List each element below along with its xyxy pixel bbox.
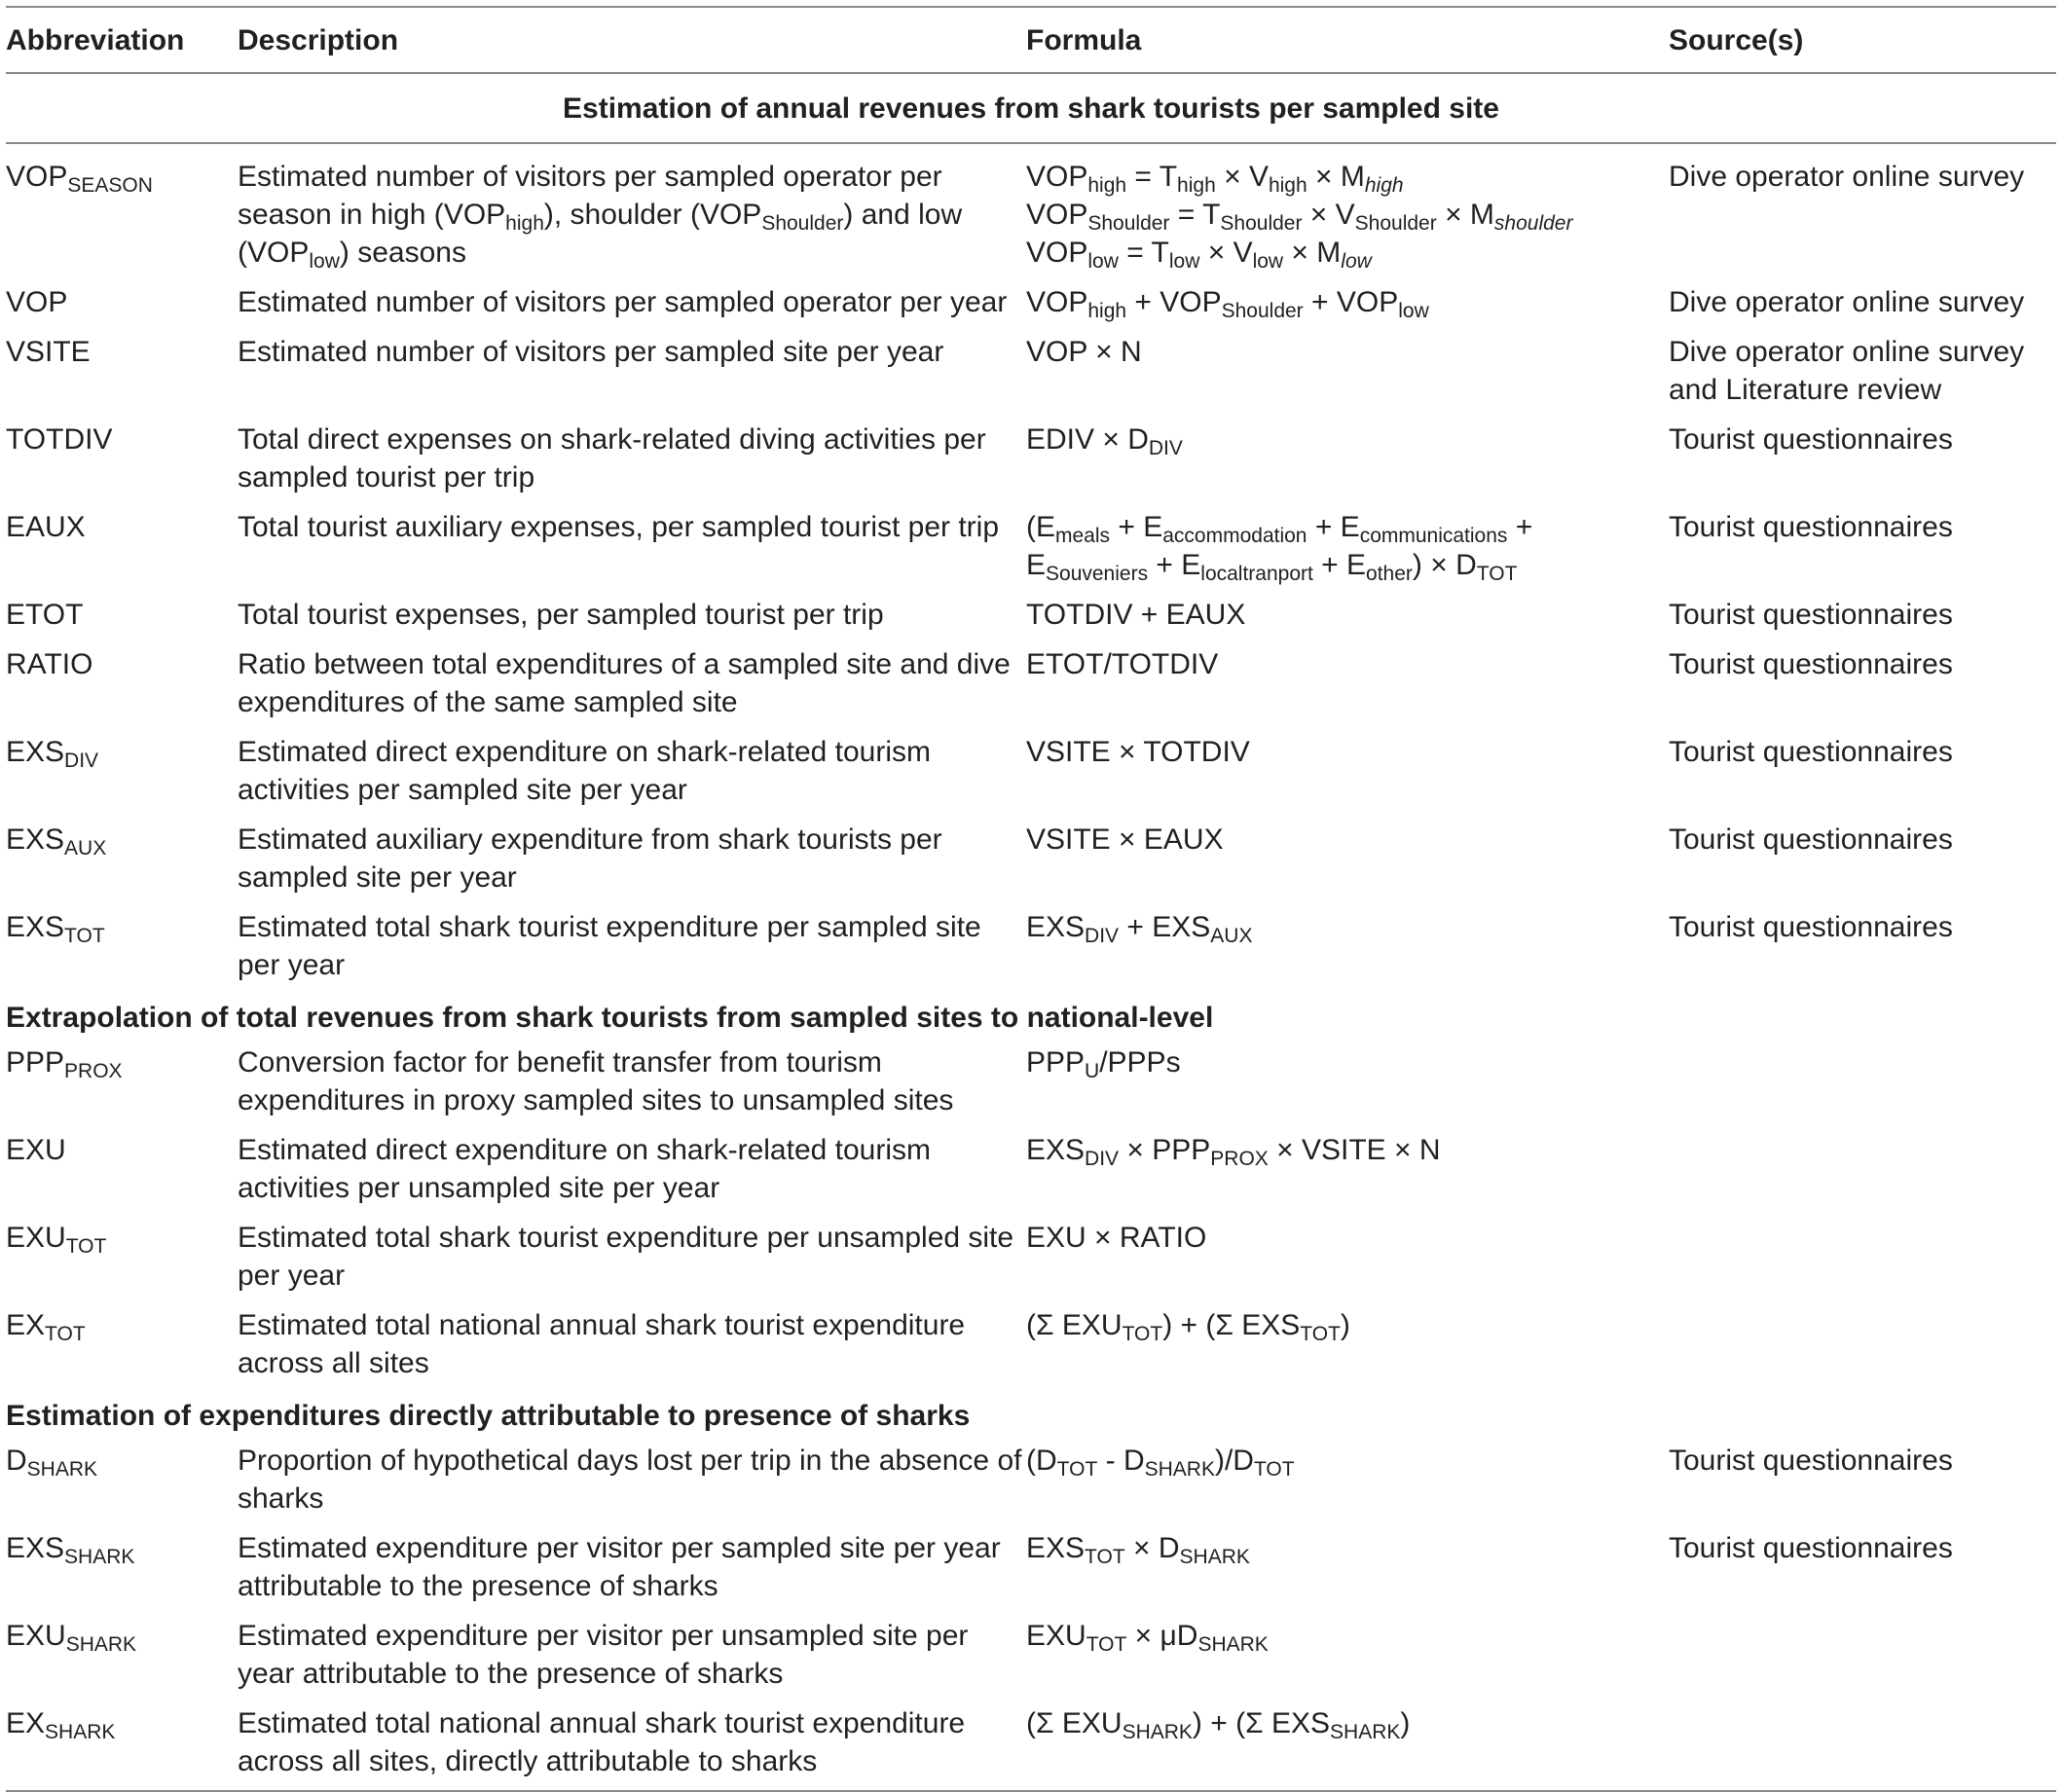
abbreviation-cell: ETOT xyxy=(6,599,84,631)
formula-line: $VOP_{high} = T_{high} \times V_{high} \times M_{high}$ xyxy=(1026,161,1404,197)
description-cell: Estimated direct expenditure on shark-related tourism activities per unsampled site per year xyxy=(238,1134,932,1204)
description-cell: Proportion of hypothetical days lost per trip in the absence of sharks xyxy=(238,1445,1022,1515)
formula-cell xyxy=(1026,728,1669,816)
abbreviation-cell: TOTDIV xyxy=(6,423,113,456)
formula-line: TOTDIV + EAUX xyxy=(1026,599,1246,631)
formula-line: ($E_{meals} + E_{accommodation} + E_{communications}$ + xyxy=(1026,511,1533,547)
description-cell: Estimated auxiliary expenditure from shark tourists per sampled site per year xyxy=(238,823,942,894)
formula-cell xyxy=(1026,1039,1669,1126)
abbreviation-cell: $EXS_{AUX}$ xyxy=(6,823,107,859)
formula-cell xyxy=(1026,1301,1669,1389)
formula-line: $(D_{TOT} - D_{SHARK})/D_{TOT}$ xyxy=(1026,1445,1295,1481)
description-cell: Estimated total shark tourist expenditure per unsampled site per year xyxy=(238,1222,1014,1292)
section-title: Estimation of expenditures directly attributable to presence of sharks xyxy=(6,1400,971,1432)
table-row xyxy=(6,503,2056,591)
abbreviation-cell: $EXS_{TOT}$ xyxy=(6,911,105,947)
source-cell: Tourist questionnaires xyxy=(1669,1532,1953,1564)
source-cell xyxy=(1669,1126,2056,1214)
table-row xyxy=(6,1700,2056,1791)
methods-table xyxy=(6,6,2056,1792)
header-description: Description xyxy=(238,7,1026,73)
description-cell: Conversion factor for benefit transfer from tourism expenditures in proxy sampled sites to unsampled sites xyxy=(238,1046,954,1116)
formula-line: ETOT/TOTDIV xyxy=(1026,648,1219,680)
abbreviation-cell: $EXU_{TOT}$ xyxy=(6,1222,107,1258)
header-sources: Source(s) xyxy=(1669,7,2056,73)
table-header xyxy=(6,7,2056,73)
table-row xyxy=(6,1039,2056,1126)
source-cell: Dive operator online survey xyxy=(1669,161,2025,193)
formula-cell xyxy=(1026,1700,1669,1791)
formula-cell xyxy=(1026,278,1669,328)
table-row xyxy=(6,640,2056,728)
formula-cell xyxy=(1026,1126,1669,1214)
source-cell: Tourist questionnaires xyxy=(1669,736,1953,768)
formula-cell xyxy=(1026,903,1669,991)
section-title: Extrapolation of total revenues from shark tourists from sampled sites to national-level xyxy=(6,1002,1214,1034)
table-row xyxy=(6,1612,2056,1700)
section-heading-row xyxy=(6,73,2056,143)
formula-line: VSITE × EAUX xyxy=(1026,823,1224,856)
table-row xyxy=(6,143,2056,278)
source-cell: Tourist questionnaires xyxy=(1669,823,1953,856)
source-cell xyxy=(1669,1612,2056,1700)
formula-line: VSITE × TOTDIV xyxy=(1026,736,1250,768)
source-cell: Tourist questionnaires xyxy=(1669,911,1953,943)
formula-line: (Σ $EXU_{TOT}) + (\Sigma$ $EXS_{TOT}$) xyxy=(1026,1309,1350,1345)
table-row xyxy=(6,816,2056,903)
description-cell: Estimated number of visitors per sampled operator per year xyxy=(238,286,1008,318)
abbreviation-cell: $PPP_{PROX}$ xyxy=(6,1046,123,1082)
description-cell: Total tourist auxiliary expenses, per sampled tourist per trip xyxy=(238,511,1000,543)
abbreviation-cell: $EXS_{SHARK}$ xyxy=(6,1532,135,1568)
description-cell: Estimated expenditure per visitor per unsampled site per year attributable to the presence of sharks xyxy=(238,1620,969,1690)
abbreviation-cell: $EXU_{SHARK}$ xyxy=(6,1620,137,1656)
abbreviation-cell: VOP xyxy=(6,286,68,318)
formula-line: EDIV × $D_{DIV}$ xyxy=(1026,423,1183,459)
table-body xyxy=(6,73,2056,1791)
formula-line: VOP × N xyxy=(1026,336,1142,368)
table-row xyxy=(6,1214,2056,1301)
abbreviation-cell: $EX_{SHARK}$ xyxy=(6,1700,238,1791)
source-cell: Tourist questionnaires xyxy=(1669,423,1953,456)
description-cell: Estimated number of visitors per sampled site per year xyxy=(238,336,944,368)
description-cell: Estimated number of visitors per sampled operator per season in high $(VOP_{high})$, shoulder $(VOP_{Shoulder})$ and low $(VOP_{low})$ seasons xyxy=(238,161,963,273)
abbreviation-cell: RATIO xyxy=(6,648,93,680)
header-formula: Formula xyxy=(1026,7,1669,73)
formula-cell xyxy=(1026,1437,1669,1524)
abbreviation-cell: EAUX xyxy=(6,511,86,543)
formula-line: EXU × RATIO xyxy=(1026,1222,1207,1254)
formula-cell xyxy=(1026,1524,1669,1612)
abbreviation-cell: $EXS_{DIV}$ xyxy=(6,736,99,772)
table-row xyxy=(6,416,2056,503)
source-cell xyxy=(1669,1700,2056,1791)
description-cell: Ratio between total expenditures of a sampled site and dive expenditures of the same sampled site xyxy=(238,648,1011,718)
description-cell: Total direct expenses on shark-related diving activities per sampled tourist per trip xyxy=(238,423,986,494)
formula-line: $VOP_{low} = T_{low} \times V_{low} \times M_{low}$ xyxy=(1026,237,1372,273)
formula-cell xyxy=(1026,816,1669,903)
abbreviation-cell: $VOP_{SEASON}$ xyxy=(6,161,153,197)
formula-line: $EXU_{TOT} \times \mu D_{SHARK}$ xyxy=(1026,1620,1269,1656)
formula-cell xyxy=(1026,143,1669,278)
formula-line: $EXS_{TOT} \times D_{SHARK}$ xyxy=(1026,1532,1250,1568)
source-cell: Dive operator online survey and Literature review xyxy=(1669,336,2025,406)
table-row xyxy=(6,1126,2056,1214)
section-heading-row xyxy=(6,1389,2056,1437)
abbreviation-cell: $EX_{TOT}$ xyxy=(6,1309,86,1345)
source-cell: Dive operator online survey xyxy=(1669,286,2025,318)
table-row xyxy=(6,1301,2056,1389)
description-cell: Estimated direct expenditure on shark-related tourism activities per sampled site per year xyxy=(238,736,932,806)
formula-cell xyxy=(1026,640,1669,728)
header-abbreviation: Abbreviation xyxy=(6,7,238,73)
section-heading-row xyxy=(6,991,2056,1039)
source-cell: Tourist questionnaires xyxy=(1669,1445,1953,1477)
formula-cell xyxy=(1026,1612,1669,1700)
table-row xyxy=(6,728,2056,816)
description-cell: Estimated expenditure per visitor per sampled site per year attributable to the presence of sharks xyxy=(238,1532,1001,1602)
table-row xyxy=(6,328,2056,416)
table-row xyxy=(6,591,2056,640)
formula-cell xyxy=(1026,328,1669,416)
table-row xyxy=(6,278,2056,328)
source-cell xyxy=(1669,1214,2056,1301)
description-cell: Estimated total national annual shark tourist expenditure across all sites, directly attributable to sharks xyxy=(238,1700,1026,1791)
section-title: Estimation of annual revenues from shark tourists per sampled site xyxy=(6,73,2056,143)
formula-line: $VOP_{Shoulder} = T_{Shoulder} \times V_{Shoulder} \times M_{shoulder}$ xyxy=(1026,199,1573,235)
source-cell: Tourist questionnaires xyxy=(1669,599,1953,631)
abbreviation-cell: $D_{SHARK}$ xyxy=(6,1445,98,1481)
formula-cell xyxy=(1026,591,1669,640)
formula-cell xyxy=(1026,503,1669,591)
description-cell: Estimated total shark tourist expenditure per sampled site per year xyxy=(238,911,981,981)
source-cell: Tourist questionnaires xyxy=(1669,511,1953,543)
source-cell xyxy=(1669,1301,2056,1389)
formula-cell xyxy=(1026,1214,1669,1301)
table-row xyxy=(6,1524,2056,1612)
formula-cell xyxy=(1026,416,1669,503)
abbreviation-cell: VSITE xyxy=(6,336,91,368)
formula-line: $VOP_{high} + VOP_{Shoulder} + VOP_{low}$ xyxy=(1026,286,1429,322)
description-cell: Estimated total national annual shark tourist expenditure across all sites xyxy=(238,1309,966,1379)
formula-line: $E_{Souveniers} + E_{localtranport} + E_{other}) \times D_{TOT}$ xyxy=(1026,549,1518,585)
formula-line: $EXS_{DIV} + EXS_{AUX}$ xyxy=(1026,911,1253,947)
source-cell xyxy=(1669,1039,2056,1126)
formula-line: $PPP_U$/PPPs xyxy=(1026,1046,1181,1082)
formula-line: (Σ $EXU_{SHARK}) + (\Sigma$ $EXS_{SHARK}$) xyxy=(1026,1707,1411,1743)
formula-line: $EXS_{DIV} \times PPP_{PROX}$ × VSITE × N xyxy=(1026,1134,1441,1170)
description-cell: Total tourist expenses, per sampled tourist per trip xyxy=(238,599,884,631)
table-row xyxy=(6,1437,2056,1524)
table-row xyxy=(6,903,2056,991)
abbreviation-cell: EXU xyxy=(6,1134,66,1166)
source-cell: Tourist questionnaires xyxy=(1669,648,1953,680)
